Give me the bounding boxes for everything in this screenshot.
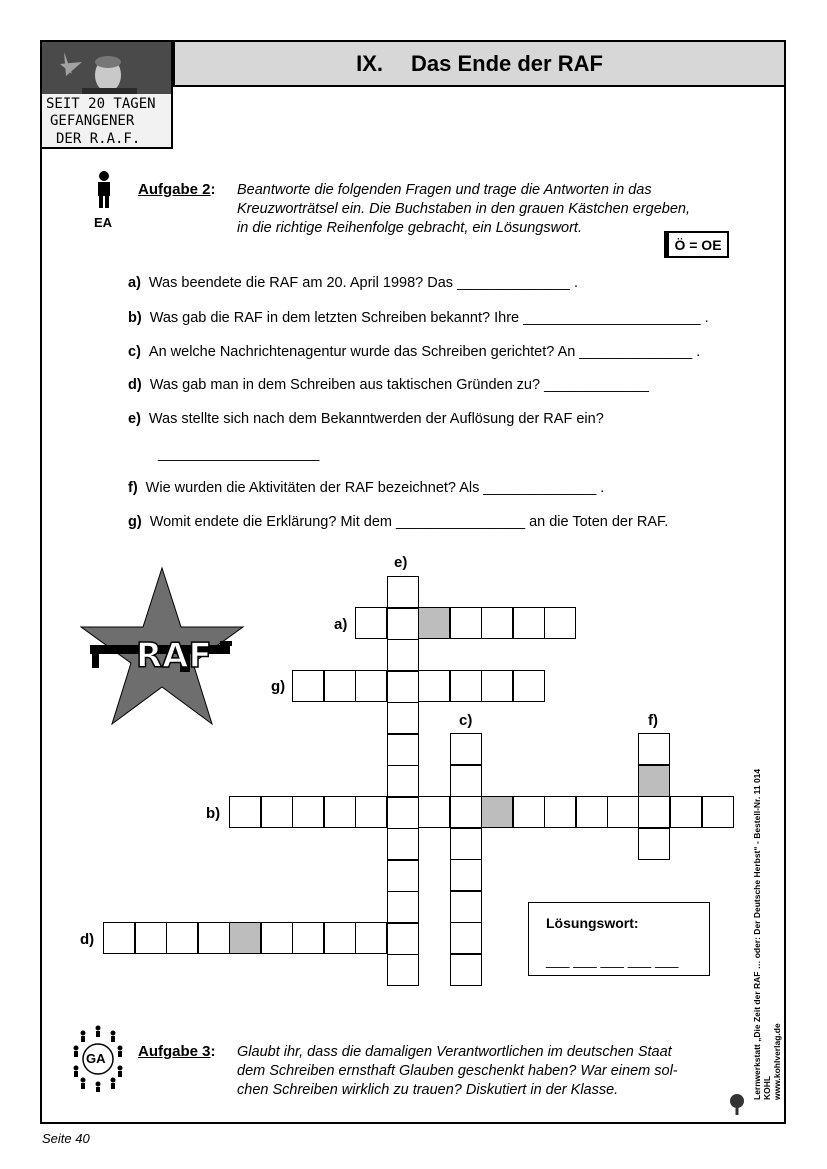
- crossword-cell-a-3[interactable]: [418, 607, 450, 639]
- crossword-cell-g-3[interactable]: [355, 670, 387, 702]
- crossword-cell-c-7[interactable]: [450, 922, 482, 954]
- ga-label: GA: [86, 1051, 106, 1066]
- publisher-logo: [728, 1093, 746, 1120]
- chapter-header: [173, 40, 786, 87]
- crossword-cell-e-9[interactable]: [387, 828, 419, 860]
- clue-label-b: b): [206, 805, 221, 822]
- clue-label-g: g): [271, 678, 286, 695]
- task3-line-2: dem Schreiben ernsthaft Glauben geschenkt haben? War einem sol-: [237, 1063, 678, 1079]
- crossword-cell-a-1[interactable]: [355, 607, 387, 639]
- sidebar-publisher: KOHL: [762, 1075, 772, 1100]
- crossword-cell-c-5[interactable]: [450, 859, 482, 891]
- crossword-cell-b-10[interactable]: [513, 796, 545, 828]
- crossword-cell-g-5[interactable]: [418, 670, 450, 702]
- chapter-number: IX.: [356, 50, 383, 76]
- question-a: a) Was beendete die RAF am 20. April 1998? Das ______________ .: [128, 275, 579, 291]
- crossword-cell-d-1[interactable]: [103, 922, 135, 954]
- question-b: b) Was gab die RAF in dem letzten Schreiben bekannt? Ihre ______________________ .: [128, 310, 709, 326]
- photo-sign-line-2: GEFANGENER: [50, 113, 135, 129]
- chapter-title: Das Ende der RAF: [410, 50, 603, 76]
- crossword-cell-d-7[interactable]: [292, 922, 324, 954]
- question-e-answer-line: ____________________: [158, 446, 320, 462]
- photo-sign-line-3: DER R.A.F.: [56, 131, 141, 147]
- crossword-cell-d-9[interactable]: [355, 922, 387, 954]
- task3-instructions: [237, 1043, 717, 1100]
- crossword-cell-e-4[interactable]: [387, 671, 419, 703]
- clue-label-a: a): [334, 616, 348, 633]
- crossword-cell-e-11[interactable]: [387, 891, 419, 923]
- task2-heading: Aufgabe 2:: [138, 181, 216, 198]
- task2-instructions: [237, 181, 717, 238]
- crossword-cell-a-7[interactable]: [544, 607, 576, 639]
- task2-line-2: Kreuzworträtsel ein. Die Buchstaben in den grauen Kästchen ergeben,: [237, 201, 691, 217]
- crossword-cell-a-6[interactable]: [513, 607, 545, 639]
- question-g: g) Womit endete die Erklärung? Mit dem ________________ an die Toten der RAF.: [128, 514, 669, 530]
- task3-line-1: Glaubt ihr, dass die damaligen Verantwortlichen im deutschen Staat: [237, 1044, 672, 1060]
- crossword-cell-g-1[interactable]: [292, 670, 324, 702]
- crossword-cell-b-1[interactable]: [229, 796, 261, 828]
- crossword-cell-d-8[interactable]: [324, 922, 356, 954]
- page-number: Seite 40: [42, 1131, 90, 1146]
- crossword-cell-e-12[interactable]: [387, 923, 419, 955]
- crossword-cell-g-8[interactable]: [513, 670, 545, 702]
- crossword-cell-g-2[interactable]: [324, 670, 356, 702]
- crossword-cell-f-3[interactable]: [638, 796, 670, 828]
- group-work-icon: [72, 1024, 124, 1097]
- sidebar-url: www.kohlverlag.de: [772, 1023, 782, 1100]
- task3-heading: Aufgabe 3:: [138, 1043, 216, 1060]
- raf-star-logo: [80, 566, 245, 731]
- crossword-cell-c-8[interactable]: [450, 954, 482, 986]
- question-c: c) An welche Nachrichtenagentur wurde das Schreiben gerichtet? An ______________ .: [128, 344, 701, 360]
- crossword-cell-e-1[interactable]: [387, 576, 419, 608]
- ea-label: EA: [94, 215, 113, 230]
- crossword-cell-b-4[interactable]: [324, 796, 356, 828]
- single-work-icon: [92, 170, 116, 217]
- crossword-cell-e-6[interactable]: [387, 734, 419, 766]
- raf-logo-text: RAF: [136, 636, 212, 676]
- sidebar-title: Lernwerkstatt „Die Zeit der RAF … oder: Der Deutsche Herbst“ - Bestell-Nr. 11 014: [752, 768, 762, 1100]
- header-photo: [40, 40, 173, 149]
- crossword-cell-f-2[interactable]: [638, 765, 670, 797]
- crossword-cell-e-10[interactable]: [387, 860, 419, 892]
- task2-line-3: in die richtige Reihenfolge gebracht, ein Lösungswort.: [237, 220, 582, 236]
- crossword-cell-g-6[interactable]: [450, 670, 482, 702]
- crossword-cell-b-15[interactable]: [670, 796, 702, 828]
- crossword-cell-b-7[interactable]: [418, 796, 450, 828]
- crossword-cell-d-4[interactable]: [198, 922, 230, 954]
- crossword-cell-g-7[interactable]: [481, 670, 513, 702]
- crossword-cell-c-6[interactable]: [450, 891, 482, 923]
- crossword-cell-e-3[interactable]: [387, 639, 419, 671]
- crossword-cell-b-11[interactable]: [544, 796, 576, 828]
- clue-label-f: f): [648, 712, 658, 729]
- solution-box: [528, 902, 710, 976]
- crossword-cell-f-4[interactable]: [638, 828, 670, 860]
- crossword-cell-b-8[interactable]: [450, 796, 482, 828]
- publisher-sidebar: [752, 769, 782, 1100]
- crossword-cell-e-13[interactable]: [387, 954, 419, 986]
- task3-line-3: chen Schreiben wirklich zu trauen? Diskutiert in der Klasse.: [237, 1082, 619, 1098]
- raf-logo: [80, 566, 245, 736]
- solution-label: Lösungswort:: [546, 915, 639, 931]
- clue-label-d: d): [80, 931, 95, 948]
- crossword-cell-b-13[interactable]: [607, 796, 639, 828]
- question-d: d) Was gab man in dem Schreiben aus taktischen Gründen zu? _____________: [128, 377, 649, 393]
- crossword-cell-b-12[interactable]: [576, 796, 608, 828]
- task2-label: Aufgabe 2: [138, 181, 211, 198]
- crossword-cell-d-3[interactable]: [166, 922, 198, 954]
- question-e: e) Was stellte sich nach dem Bekanntwerden der Auflösung der RAF ein?: [128, 411, 604, 427]
- crossword-cell-f-1[interactable]: [638, 733, 670, 765]
- crossword-cell-d-5[interactable]: [229, 922, 261, 954]
- crossword-cell-e-5[interactable]: [387, 702, 419, 734]
- task3-label: Aufgabe 3: [138, 1043, 211, 1060]
- crossword-cell-b-3[interactable]: [292, 796, 324, 828]
- crossword-cell-b-9[interactable]: [481, 796, 513, 828]
- task2-line-1: Beantworte die folgenden Fragen und trage die Antworten in das: [237, 182, 652, 198]
- crossword-cell-d-6[interactable]: [261, 922, 293, 954]
- crossword-cell-b-5[interactable]: [355, 796, 387, 828]
- crossword-cell-b-2[interactable]: [261, 796, 293, 828]
- oe-hint-box: Ö = OE: [667, 231, 729, 258]
- clue-label-c: c): [459, 712, 473, 729]
- crossword-cell-b-16[interactable]: [702, 796, 734, 828]
- crossword-cell-c-1[interactable]: [450, 733, 482, 765]
- hostage-photo-image: [42, 42, 173, 149]
- crossword-cell-a-4[interactable]: [450, 607, 482, 639]
- person-icon: [92, 170, 116, 212]
- crossword-cell-e-7[interactable]: [387, 765, 419, 797]
- crossword-cell-d-2[interactable]: [135, 922, 167, 954]
- crossword-cell-c-2[interactable]: [450, 765, 482, 797]
- tree-icon: [728, 1093, 746, 1115]
- photo-sign-line-1: SEIT 20 TAGEN: [46, 96, 156, 112]
- crossword-cell-c-4[interactable]: [450, 828, 482, 860]
- question-f: f) Wie wurden die Aktivitäten der RAF bezeichnet? Als ______________ .: [128, 480, 605, 496]
- solution-blanks: ___ ___ ___ ___ ___: [546, 952, 679, 968]
- crossword-cell-a-5[interactable]: [481, 607, 513, 639]
- clue-label-e: e): [394, 554, 408, 571]
- crossword-cell-e-8[interactable]: [387, 797, 419, 829]
- crossword-cell-e-2[interactable]: [387, 608, 419, 640]
